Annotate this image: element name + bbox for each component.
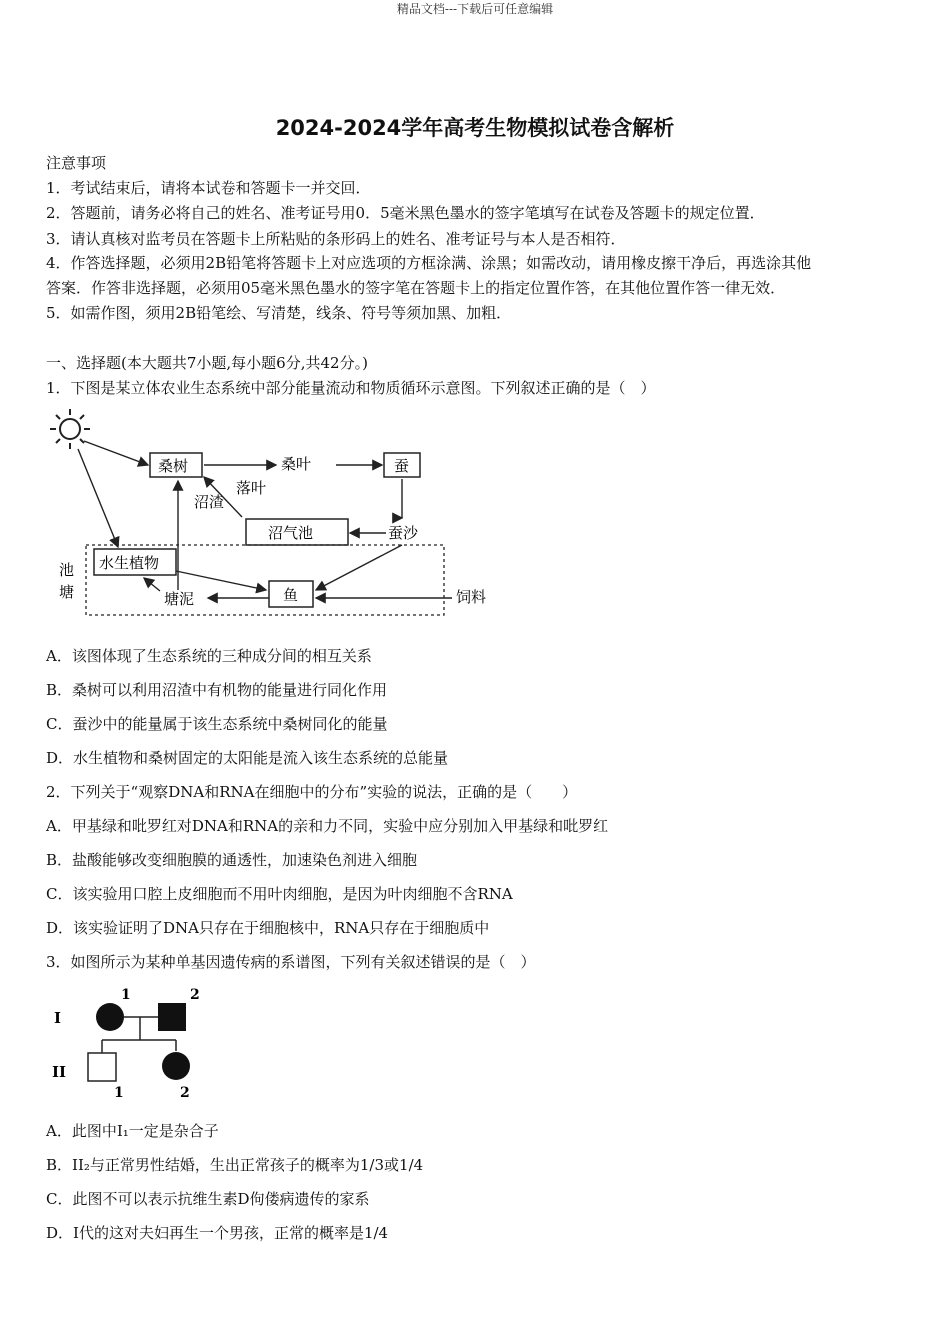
q3-option-c: C．此图不可以表示抗维生素D佝偻病遗传的家系 (46, 1190, 370, 1208)
question-1-stem: 1．下图是某立体农业生态系统中部分能量流动和物质循环示意图。下列叙述正确的是（ ） (46, 379, 656, 397)
arrow (144, 578, 160, 591)
q2-option-a: A．甲基绿和吡罗红对DNA和RNA的亲和力不同，实验中应分别加入甲基绿和吡罗红 (46, 817, 609, 835)
notice-item: 5．如需作图，须用2B铅笔绘、写清楚，线条、符号等须加黑、加粗． (46, 304, 512, 322)
generation-label: I (54, 1009, 62, 1027)
q1-option-a: A．该图体现了生态系统的三种成分间的相互关系 (46, 647, 372, 665)
notice-item: 答案．作答非选择题，必须用05毫米黑色墨水的签字笔在答题卡上的指定位置作答，在其他位置作答一律无效． (46, 279, 786, 297)
q1-option-b: B．桑树可以利用沼渣中有机物的能量进行同化作用 (46, 681, 388, 699)
pond-label: 塘 (59, 583, 75, 601)
sun-icon (50, 409, 90, 449)
aquatic-plant-label: 水生植物 (99, 554, 160, 572)
biogas-residue-label: 沼渣 (194, 493, 225, 511)
header-note: 精品文档---下载后可任意编辑 (396, 2, 554, 16)
q2-option-d: D．该实验证明了DNA只存在于细胞核中，RNA只存在于细胞质中 (46, 919, 490, 937)
q1-option-d: D．水生植物和桑树固定的太阳能是流入该生态系统的总能量 (46, 749, 449, 767)
pond-label: 池 (59, 561, 75, 579)
biogas-pool-label: 沼气池 (268, 524, 314, 542)
arrow (84, 441, 148, 465)
silkworm-feces-label: 蚕沙 (388, 524, 419, 542)
pedigree-chart (46, 985, 226, 1105)
fish-label: 鱼 (283, 586, 299, 604)
mulberry-leaf-label: 桑叶 (281, 455, 312, 473)
q1-option-c: C．蚕沙中的能量属于该生态系统中桑树同化的能量 (46, 715, 388, 733)
notice-item: 4．作答选择题，必须用2B铅笔将答题卡上对应选项的方框涂满、涂黑；如需改动，请用橡皮擦干净后，再选涂其他 (46, 254, 812, 272)
question-3-stem: 3．如图所示为某种单基因遗传病的系谱图，下列有关叙述错误的是（ ） (46, 953, 536, 971)
q2-option-b: B．盐酸能够改变细胞膜的通透性，加速染色剂进入细胞 (46, 851, 418, 869)
affected-female-II2 (162, 1052, 190, 1080)
arrow (316, 545, 402, 590)
notice-item: 2．答题前，请务必将自己的姓名、准考证号用0．5毫米黑色墨水的签字笔填写在试卷及答题卡的规定位置． (46, 204, 765, 222)
normal-male-II1 (88, 1053, 116, 1081)
arrow (176, 571, 266, 590)
page-title: 2024-2024学年高考生物模拟试卷含解析 (275, 116, 675, 140)
individual-number: 1 (121, 987, 131, 1003)
silkworm-label: 蚕 (394, 457, 410, 475)
pond-mud-label: 塘泥 (164, 590, 195, 608)
energy-flow-diagram (46, 405, 506, 620)
individual-number: 2 (190, 987, 200, 1003)
generation-label: II (52, 1063, 67, 1081)
question-2-stem: 2．下列关于“观察DNA和RNA在细胞中的分布”实验的说法，正确的是（ ） (46, 783, 578, 801)
q3-option-a: A．此图中I₁一定是杂合子 (46, 1122, 219, 1140)
mulberry-label: 桑树 (158, 457, 189, 475)
q2-option-c: C．该实验用口腔上皮细胞而不用叶肉细胞，是因为叶肉细胞不含RNA (46, 885, 513, 903)
notice-item: 1．考试结束后，请将本试卷和答题卡一并交回． (46, 179, 371, 197)
affected-female-I1 (96, 1003, 124, 1031)
feed-label: 饲料 (456, 588, 487, 606)
q3-option-d: D．I代的这对夫妇再生一个男孩，正常的概率是1/4 (46, 1224, 389, 1242)
q3-option-b: B．II₂与正常男性结婚，生出正常孩子的概率为1/3或1/4 (46, 1156, 424, 1174)
individual-number: 2 (180, 1085, 190, 1101)
affected-male-I2 (158, 1003, 186, 1031)
individual-number: 1 (114, 1085, 124, 1101)
notice-item: 3．请认真核对监考员在答题卡上所粘贴的条形码上的姓名、准考证号与本人是否相符． (46, 230, 626, 248)
arrow (78, 449, 118, 547)
notice-heading: 注意事项 (46, 154, 107, 172)
section-heading: 一、选择题(本大题共7小题,每小题6分,共42分。) (46, 354, 368, 372)
fallen-leaf-label: 落叶 (236, 479, 267, 497)
